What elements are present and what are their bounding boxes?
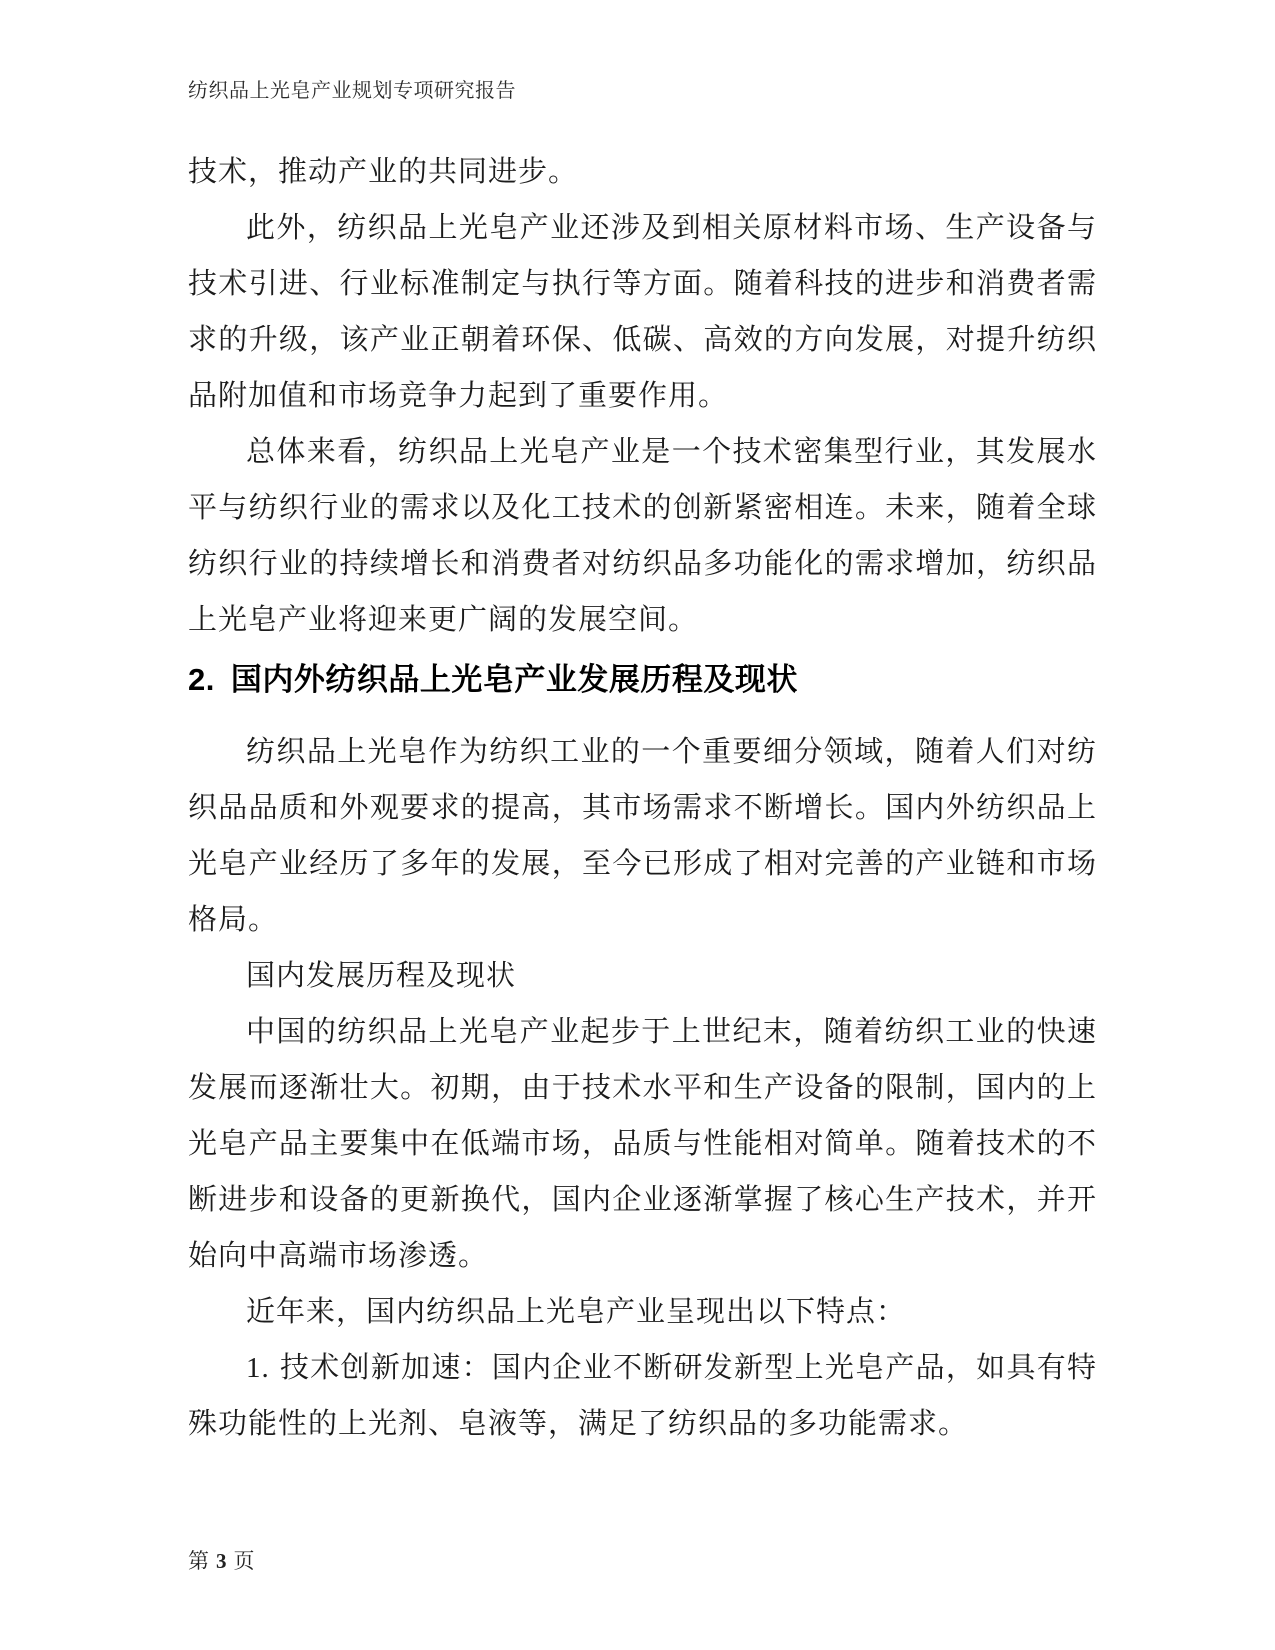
- footer-prefix: 第: [188, 1549, 209, 1573]
- paragraph-subtitle: 国内发展历程及现状: [246, 960, 517, 992]
- list-item-text: 技术创新加速：国内企业不断研发新型上光皂产品，如具有特殊功能性的上光剂、皂液等，满足了纺织品的多功能需求。: [188, 1352, 1097, 1440]
- paragraph: 纺织品上光皂作为纺织工业的一个重要细分领域，随着人们对纺织品品质和外观要求的提高，其市场需求不断增长。国内外纺织品上光皂产业经历了多年的发展，至今已形成了相对完善的产业链和市场格局。: [188, 736, 1097, 936]
- paragraph: 近年来，国内纺织品上光皂产业呈现出以下特点：: [246, 1296, 907, 1328]
- paragraph: 总体来看，纺织品上光皂产业是一个技术密集型行业，其发展水平与纺织行业的需求以及化工技术的创新紧密相连。未来，随着全球纺织行业的持续增长和消费者对纺织品多功能化的需求增加，纺织品上光皂产业将迎来更广阔的发展空间。: [188, 436, 1097, 636]
- section-heading: [188, 650, 1097, 710]
- list-item-number: 1.: [246, 1352, 270, 1384]
- paragraph-continuation: 技术，推动产业的共同进步。: [188, 156, 579, 188]
- report-title: 纺织品上光皂产业规划专项研究报告: [188, 80, 516, 102]
- section-number: 2.: [188, 662, 215, 697]
- page-header: [188, 74, 516, 103]
- section-title: 国内外纺织品上光皂产业发展历程及现状: [230, 662, 798, 697]
- document-body: [188, 144, 1097, 1452]
- list-item: [188, 1340, 1097, 1452]
- page-footer: [188, 1545, 255, 1575]
- page-number: 3: [216, 1549, 227, 1573]
- paragraph: 此外，纺织品上光皂产业还涉及到相关原材料市场、生产设备与技术引进、行业标准制定与执行等方面。随着科技的进步和消费者需求的升级，该产业正朝着环保、低碳、高效的方向发展，对提升纺织品附加值和市场竞争力起到了重要作用。: [188, 212, 1097, 412]
- footer-suffix: 页: [233, 1549, 255, 1573]
- paragraph: 中国的纺织品上光皂产业起步于上世纪末，随着纺织工业的快速发展而逐渐壮大。初期，由于技术水平和生产设备的限制，国内的上光皂产品主要集中在低端市场，品质与性能相对简单。随着技术的不断进步和设备的更新换代，国内企业逐渐掌握了核心生产技术，并开始向中高端市场渗透。: [188, 1016, 1097, 1272]
